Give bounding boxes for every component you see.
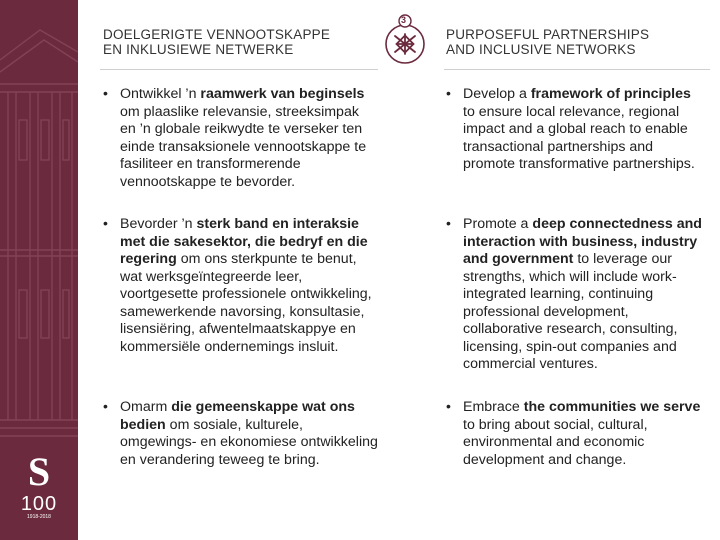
item-text-bold: framework of principles bbox=[530, 86, 691, 102]
item-text-post: to ensure local relevance, regional impact and a global reach to enable transactional partnerships and promote transformative partnerships. bbox=[463, 103, 695, 172]
logo-mark: S bbox=[27, 449, 51, 494]
afrikaans-heading-line-1: DOELGERIGTE VENNOOTSKAPPE bbox=[103, 27, 331, 42]
item-text-post: to bring about social, cultural, environmental and economic development and change. bbox=[463, 416, 648, 468]
university-logo bbox=[8, 449, 70, 520]
logo-number: 100 bbox=[20, 493, 58, 515]
badge-number: 3 bbox=[401, 15, 407, 25]
item-text-bold: the communities we serve bbox=[523, 399, 701, 415]
item-text-pre: Promote a bbox=[463, 216, 533, 232]
item-text-bold: sterk band en interaksie met die sakesektor, die bedryf en die regering bbox=[120, 216, 368, 267]
bullet-icon: • bbox=[103, 215, 108, 231]
item-text-post: to leverage our strengths, which will include work-integrated learning, continuing professional development, collaborative research, consulting, licensing, spin-out companies and commercial ventures. bbox=[463, 251, 678, 372]
english-heading-line-2: AND INCLUSIVE NETWORKS bbox=[446, 42, 636, 57]
bullet-icon: • bbox=[446, 215, 451, 231]
item-text-bold: raamwerk van beginsels bbox=[200, 86, 365, 102]
sidebar-panel bbox=[0, 0, 78, 540]
bullet-icon: • bbox=[446, 398, 451, 414]
item-text-post: om ons sterkpunte te benut, wat werksgeïntegreerde leer, voortgesette professionele ontwikkeling, samewerkende navorsing, konsultasie, lisensiëring, afwentelmaatskappye en kommersiële ondernemings insluit. bbox=[120, 251, 372, 355]
afrikaans-divider bbox=[100, 69, 378, 70]
english-divider bbox=[444, 69, 710, 70]
afrikaans-heading bbox=[103, 27, 330, 57]
item-text-pre: Omarm bbox=[120, 399, 172, 415]
bullet-icon: • bbox=[446, 85, 451, 101]
afrikaans-heading-line-2: EN INKLUSIEWE NETWERKE bbox=[103, 42, 294, 57]
item-text-pre: Bevorder ’n bbox=[120, 216, 197, 232]
bullet-icon: • bbox=[103, 398, 108, 414]
item-text-pre: Ontwikkel ’n bbox=[120, 86, 201, 102]
item-text-bold: die gemeenskappe wat ons bedien bbox=[120, 399, 355, 433]
partnerships-badge-icon bbox=[376, 12, 434, 70]
english-heading-line-1: PURPOSEFUL PARTNERSHIPS bbox=[446, 27, 650, 42]
item-text-bold: deep connectedness and interaction with business, industry and government bbox=[463, 216, 702, 267]
item-text-pre: Develop a bbox=[463, 86, 531, 102]
item-text-pre: Embrace bbox=[463, 399, 524, 415]
item-text-post: om sosiale, kulturele, omgewings- en ekonomiese ontwikkeling en verandering teweeg te bring. bbox=[120, 416, 378, 468]
english-heading bbox=[446, 27, 649, 57]
logo-tagline: 1918-2018 bbox=[27, 514, 51, 520]
bullet-icon: • bbox=[103, 85, 108, 101]
item-text-post: om plaaslike relevansie, streeksimpak en ’n globale reikwydte te verseker ten einde transaksionele vennootskappe te fasiliteer en transformerende vennootskappe te bevorder. bbox=[120, 103, 367, 190]
